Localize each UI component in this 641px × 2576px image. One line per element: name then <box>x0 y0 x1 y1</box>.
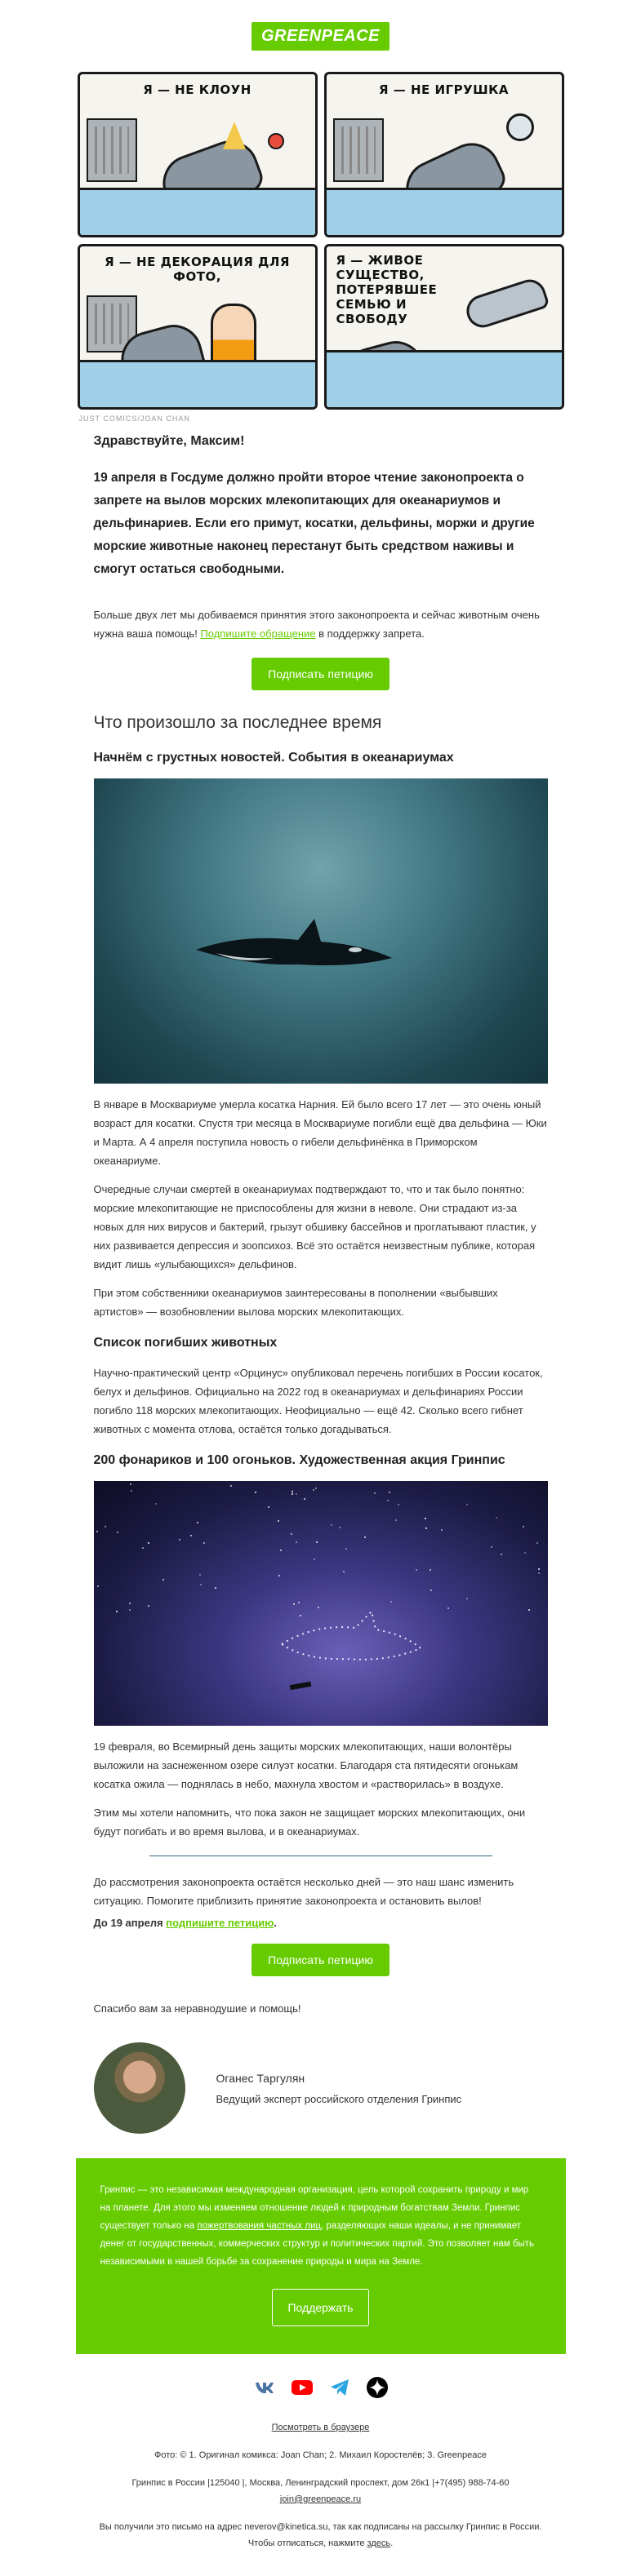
dead-animals-paragraph: Научно-практический центр «Орцинус» опубликовал перечень погибших в России косаток, белух и дельфинов. Официально на 2022 год в океанариумах и дельфинариях России погибло 118 морских млекопитающих. Неофициально — ещё 42. Сколько всего гибнет животных с момента отлова, остаётся только догадываться. <box>93 1367 543 1435</box>
sign-petition-button[interactable]: Подписать петицию <box>252 658 389 690</box>
lantern-light <box>331 1524 332 1526</box>
sign-appeal-link[interactable]: Подпишите обращение <box>200 627 316 640</box>
lantern-light <box>190 1535 192 1536</box>
lantern-light <box>215 1587 216 1589</box>
lantern-light <box>466 1504 468 1505</box>
lantern-light <box>524 1552 526 1554</box>
thanks-text: Спасибо вам за неравнодушие и помощь! <box>93 2002 301 2015</box>
lantern-light <box>199 1574 201 1576</box>
lantern-light <box>300 1615 301 1616</box>
private-donations-link[interactable]: пожертвования частных лиц <box>197 2221 322 2231</box>
deadline-text: До 19 апреля <box>93 1917 167 1929</box>
lantern-light <box>179 1539 180 1541</box>
art-action-paragraph-1: 19 февраля, во Всемирный день защиты морских млекопитающих, наши волонтёры выложили на заснеженном озере силуэт косатки. Благодаря ста пятидесяти огонькам косатка ожила — поднялась в небо, махнула хвостом и «растворилась» в воздухе. <box>93 1740 519 1790</box>
lead-paragraph: 19 апреля в Госдуме должно пройти второе чтение законопроекта о запрете на вылов морских млекопитающих для океанариумов и дельфинариев. Если его примут, косатки, дельфины, моржи и другие морские животные наконец перестанут быть средством наживы и смогут остаться свободными. <box>93 471 535 576</box>
address: Гринпис в России |125040 |, Москва, Ленинградский проспект, дом 26к1 |+7(495) 988-74-60 <box>131 2478 510 2488</box>
lantern-light <box>155 1503 157 1505</box>
lantern-light <box>298 1602 300 1603</box>
comic-image <box>76 72 566 423</box>
lantern-light <box>268 1506 269 1508</box>
lantern-light <box>96 1531 98 1532</box>
lantern-light <box>293 1603 295 1605</box>
about-text-start: Гринпис — это независимая международная организация, цель которой сохранить природу и мир на планете. Для этого мы изменяем отношение людей к природным богатствам Земли. Гринпис существует только на <box>100 2185 529 2231</box>
lantern-light <box>528 1609 530 1611</box>
orca-icon <box>192 917 396 974</box>
lantern-light <box>197 1522 198 1523</box>
oceanarium-paragraph-3: При этом собственники океанариумов заинтересованы в пополнении «выбывших артистов» — возобновлении вылова морских млекопитающих. <box>93 1287 498 1318</box>
social-links <box>76 2377 566 2398</box>
lantern-light <box>116 1611 118 1612</box>
lantern-light <box>255 1492 256 1493</box>
section-title-art-action: 200 фонариков и 100 огоньков. Художественная акция Гринпис <box>93 1453 505 1467</box>
dzen-icon[interactable] <box>367 2377 388 2398</box>
free-dolphin-illustration <box>462 276 550 332</box>
orca-lights-icon <box>94 1481 548 1726</box>
lantern-light <box>416 1569 417 1571</box>
lantern-light <box>538 1572 540 1574</box>
lantern-light <box>390 1601 392 1603</box>
unsubscribe-text <box>76 2535 566 2552</box>
comic-panel-3 <box>78 244 318 410</box>
footer <box>76 2419 566 2576</box>
button-wrap-2 <box>94 1944 548 1976</box>
lantern-light <box>389 1492 390 1493</box>
intro-text-end: в поддержку запрета. <box>315 627 425 640</box>
deadline-paragraph <box>94 1913 548 1932</box>
lantern-light <box>313 1489 314 1491</box>
lantern-light <box>447 1607 449 1609</box>
unsubscribe-link[interactable]: здесь <box>367 2538 391 2548</box>
intro-paragraph <box>94 605 548 643</box>
support-button-wrap <box>100 2289 541 2326</box>
lantern-light <box>200 1584 202 1585</box>
lantern-light <box>491 1546 492 1548</box>
lantern-light <box>296 1541 297 1543</box>
avatar <box>94 2042 185 2134</box>
about-text <box>100 2181 541 2271</box>
comic-caption-3: Я — НЕ ДЕКОРАЦИЯ ДЛЯ ФОТО, <box>105 255 290 284</box>
email-link[interactable]: join@greenpeace.ru <box>279 2494 362 2504</box>
tank-illustration <box>87 118 137 182</box>
lantern-light <box>387 1500 389 1501</box>
section-title-dead-animals: Список погибших животных <box>93 1336 278 1350</box>
lantern-light <box>162 1579 164 1581</box>
lantern-light <box>441 1529 443 1531</box>
water-illustration <box>327 350 562 407</box>
lantern-light <box>536 1542 538 1544</box>
support-button[interactable]: Поддержать <box>272 2289 368 2326</box>
water-illustration <box>80 188 315 235</box>
comic-caption-4: Я — ЖИВОЕ СУЩЕСТВО, ПОТЕРЯВШЕЕ СЕМЬЮ И СВОБОДУ <box>336 253 438 326</box>
ball-illustration <box>506 113 534 141</box>
lantern-light <box>430 1569 431 1571</box>
lantern-light <box>292 1493 293 1495</box>
unsubscribe-suffix: . <box>390 2538 394 2548</box>
photo-credits: Фото: © 1. Оригинал комикса: Joan Chan; 2. Михаил Коростелёв; 3. Greenpeace <box>154 2450 487 2460</box>
party-hat-illustration <box>223 122 246 149</box>
tank-illustration <box>333 118 384 182</box>
news-heading: Что произошло за последнее время <box>93 713 382 732</box>
about-box <box>76 2158 566 2354</box>
orca-photo <box>94 778 548 1084</box>
unsubscribe-prefix: Чтобы отписаться, нажмите <box>247 2538 367 2548</box>
lantern-light <box>117 1532 118 1533</box>
lantern-light <box>97 1585 99 1587</box>
lantern-light <box>430 1589 432 1591</box>
lantern-light <box>304 1498 305 1500</box>
about-text-end: , разделяющих наши идеалы, и не принимает денег от государственных, коммерческих структур и политических партий. Это позволяет нам быть независимыми в нашей борьбе за сохранение природы и мира на Земле. <box>100 2221 534 2267</box>
vk-icon[interactable] <box>254 2377 275 2398</box>
telegram-icon[interactable] <box>329 2377 350 2398</box>
lantern-light <box>501 1554 502 1555</box>
water-illustration <box>80 360 315 407</box>
lantern-light <box>278 1575 280 1576</box>
comic-caption-2: Я — НЕ ИГРУШКА <box>378 82 510 97</box>
lantern-light <box>130 1483 131 1485</box>
lanterns-photo <box>94 1481 548 1726</box>
lantern-light <box>148 1542 149 1544</box>
lantern-light <box>339 1527 341 1528</box>
lantern-light <box>292 1491 293 1492</box>
clown-nose-illustration <box>268 133 284 149</box>
comic-panel-1 <box>78 72 318 237</box>
sign-petition-button-2[interactable]: Подписать петицию <box>252 1944 389 1976</box>
sign-petition-link[interactable]: подпишите петицию <box>166 1917 274 1929</box>
oceanarium-paragraph-2: Очередные случаи смертей в океанариумах подтверждают то, что и так было понятно: морские млекопитающие не приспособлены для жизни в неволе. Они страдают из-за новых для них вирусов и бактерий, грызут обшивку бассейнов и проглатывают пластик, у них развивается депрессия и зоопсихоз. Всё это остаётся неизвестным публике, которая видит лишь «улыбающихся» дельфинов. <box>93 1183 536 1270</box>
youtube-icon[interactable] <box>292 2377 313 2398</box>
greeting: Здравствуйте, Максим! <box>93 434 245 448</box>
lantern-light <box>296 1493 297 1495</box>
lantern-light <box>466 1598 468 1599</box>
intro-text: Больше двух лет мы добиваемся принятия этого законопроекта и сейчас животным очень нужна ваша помощь! <box>93 609 540 640</box>
lantern-light <box>278 1520 279 1522</box>
lantern-light <box>425 1518 426 1519</box>
lantern-light <box>364 1536 366 1538</box>
lantern-light <box>315 1488 317 1489</box>
comic-panel-4 <box>324 244 564 410</box>
comic-credit: JUST COMICS/JOAN CHAN <box>78 415 190 423</box>
lantern-light <box>523 1526 524 1527</box>
comic-panel-2 <box>324 72 564 237</box>
deadline-text-end: . <box>274 1917 277 1929</box>
comic-caption-1: Я — НЕ КЛОУН <box>143 82 252 97</box>
lantern-light <box>203 1542 205 1544</box>
email-container <box>76 0 566 2576</box>
signature-role: Ведущий эксперт российского отделения Гринпис <box>216 2092 462 2105</box>
oceanarium-paragraph-1: В январе в Москвариуме умерла косатка Нарния. Ей было всего 17 лет — это очень юный возраст для косатки. Спустя три месяца в Москвариуме погибли ещё два дельфина — Юки и Марта. А 4 апреля поступила новость о гибели дельфинёнка в Приморском океанариуме. <box>93 1098 547 1167</box>
lantern-light <box>496 1517 497 1519</box>
header <box>76 0 566 72</box>
lantern-light <box>395 1519 397 1521</box>
lantern-light <box>142 1547 144 1549</box>
received-text: Вы получили это письмо на адрес neverov@kinetica.su, так как подписаны на рассылку Гринпис в России. <box>99 2522 542 2532</box>
lantern-light <box>129 1603 131 1604</box>
lantern-light <box>398 1504 399 1505</box>
button-wrap <box>94 658 548 690</box>
lantern-light <box>131 1490 132 1492</box>
lantern-light <box>148 1605 149 1607</box>
lantern-light <box>316 1541 318 1543</box>
lantern-light <box>105 1526 106 1527</box>
lantern-light <box>129 1609 131 1611</box>
lantern-light <box>345 1548 347 1550</box>
lantern-light <box>230 1485 232 1487</box>
lantern-light <box>538 1568 540 1570</box>
water-illustration <box>327 188 562 235</box>
lantern-light <box>291 1533 292 1535</box>
signature-name: Оганес Таргулян <box>216 2071 305 2085</box>
art-action-paragraph-2: Этим мы хотели напомнить, что пока закон не защищает морских млекопитающих, они будут погибать и во время вылова, и в океанариумах. <box>93 1807 526 1838</box>
lantern-light <box>280 1550 282 1551</box>
greenpeace-logo[interactable]: GREENPEACE <box>252 22 389 51</box>
email-body <box>76 410 566 2134</box>
signature <box>94 2042 548 2134</box>
cta-paragraph: До рассмотрения законопроекта остаётся несколько дней — это наш шанс изменить ситуацию. Помогите приблизить принятие законопроекта и остановить вылов! <box>93 1876 514 1907</box>
lantern-light <box>314 1558 315 1560</box>
lantern-light <box>318 1607 319 1608</box>
section-title-oceanariums: Начнём с грустных новостей. События в океанариумах <box>93 751 454 765</box>
lantern-light <box>343 1571 345 1572</box>
lantern-light <box>425 1527 427 1529</box>
view-in-browser-link[interactable]: Посмотреть в браузере <box>271 2423 370 2432</box>
lantern-light <box>374 1492 376 1494</box>
